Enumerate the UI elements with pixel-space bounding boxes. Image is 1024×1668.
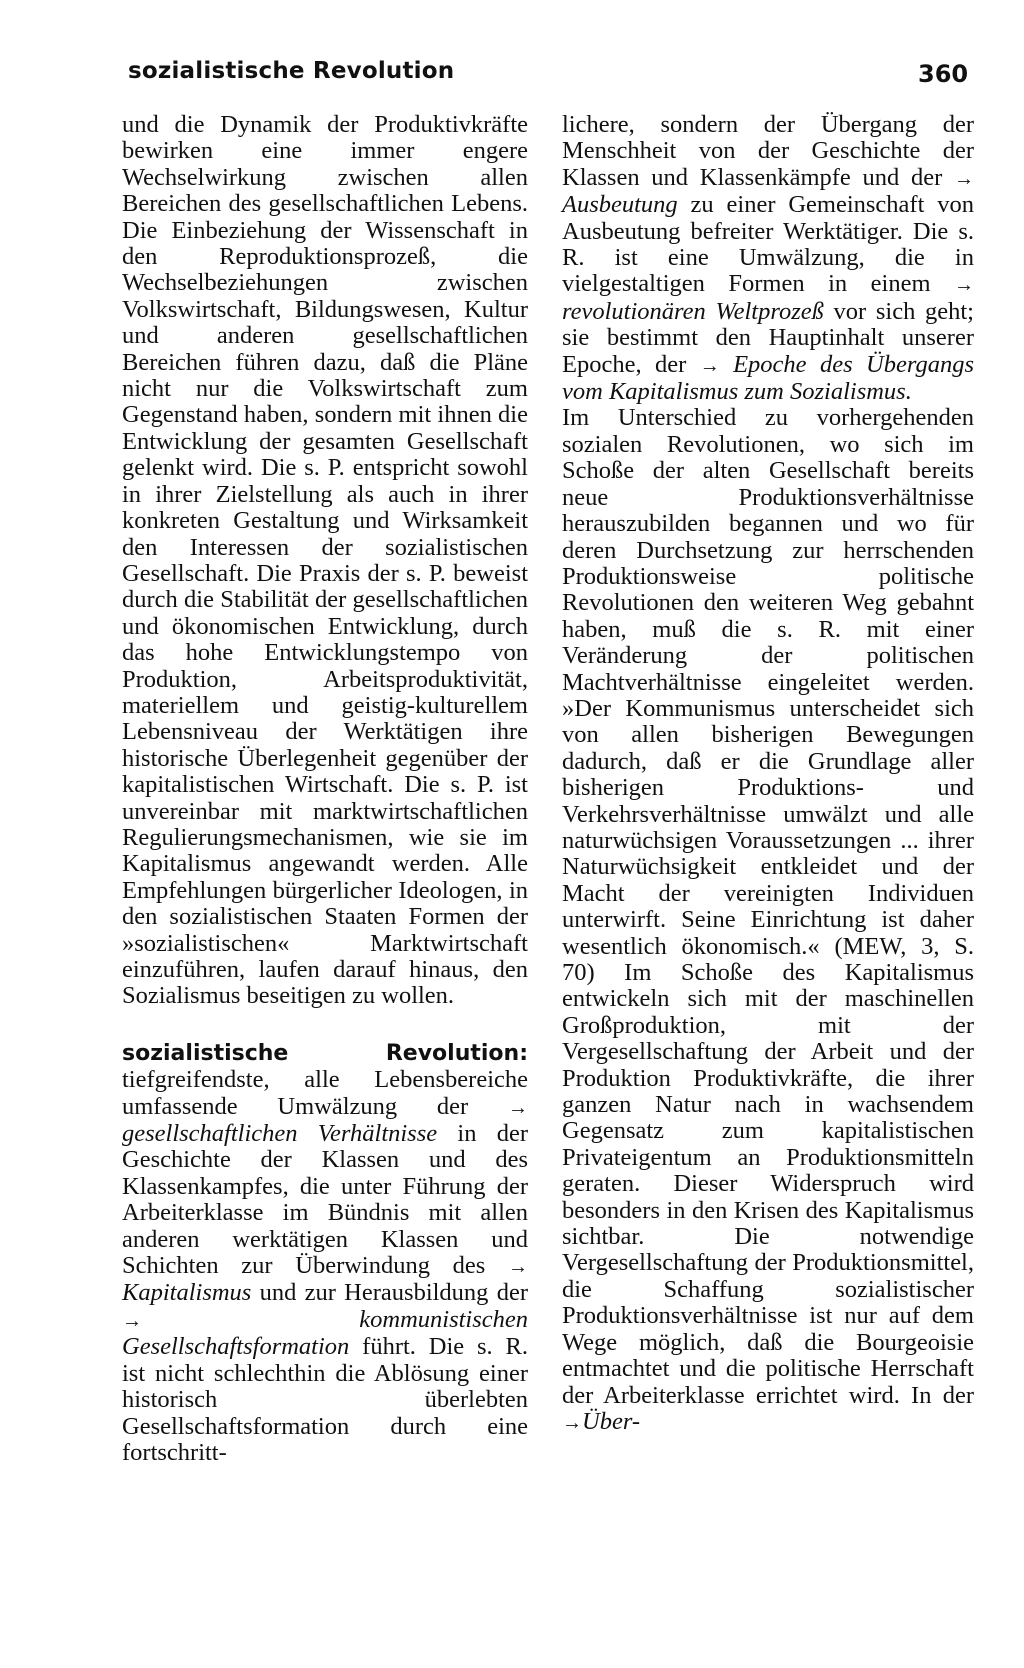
cross-ref-arrow-icon: →	[508, 1096, 528, 1119]
entry-text-3: und zur Herausbildung der	[251, 1279, 528, 1307]
entry-text-1: tiefgreifendste, alle Lebensbereiche umfassende Umwälzung der	[122, 1066, 528, 1120]
cross-ref-arrow-icon: →	[122, 1309, 142, 1332]
left-column	[122, 112, 528, 1466]
cross-reference-link[interactable]: kommunistischen Gesellschaftsformation	[122, 1305, 528, 1361]
cross-reference-link[interactable]: revolutionären Weltprozeß	[562, 297, 824, 325]
entry-text-4: führt. Die s. R. ist nicht schlechthin die Ablösung einer historisch überlebten Gesellschaftsformation durch eine fortschritt-	[122, 1333, 528, 1466]
page-number: 360	[918, 60, 969, 88]
cross-reference-link[interactable]: Ausbeutung	[562, 191, 678, 219]
entry-text-b1: Im Unterschied zu vorhergehenden sozialen Revolutionen, wo sich im Schoße der alten Gesellschaft bereits neue Produktionsverhältnisse herauszubilden begannen und wo für deren Durchsetzung zur herrschenden Produktionsweise politische Revolutionen den weiteren Weg gebahnt haben, muß die s. R. mit einer Veränderung der politischen Machtverhältnisse eingeleitet werden. »Der Kommunismus unterscheidet sich von allen bisherigen Bewegungen dadurch, daß er die Grundlage aller bisherigen Produktions- und Verkehrsverhältnisse umwälzt und alle naturwüchsigen Voraussetzungen ... ihrer Naturwüchsigkeit entkleidet und der Macht der vereinigten Individuen unterwirft. Seine Einrichtung ist daher wesentlich ökonomisch.« (MEW, 3, S. 70) Im Schoße des Kapitalismus entwickeln sich mit der maschinellen Großproduktion, mit der Vergesellschaftung der Arbeit und der Produktion Produktivkräfte, die ihrer ganzen Natur nach in wachsendem Gegensatz zum kapitalistischen Privateigentum an Produktionsmitteln geraten. Dieser Widerspruch wird besonders in den Krisen des Kapitalismus sichtbar. Die notwendige Vergesellschaftung der Produktionsmittel, die Schaffung sozialistischer Produktionsverhältnisse ist nur auf dem Wege möglich, daß die Bourgeoisie entmachtet und die politische Herrschaft der Arbeiterklasse errichtet wird. In der	[562, 404, 974, 1409]
entry-text-a1: lichere, sondern der Übergang der Menschheit von der Geschichte der Klassen und Klassenkämpfe und der	[562, 111, 974, 191]
entry-text-2: in der Geschichte der Klassen und des Klassenkampfes, die unter Führung der Arbeiterklasse im Bündnis mit allen anderen werktätigen Klassen und Schichten zur Überwindung des	[122, 1120, 528, 1280]
cross-reference-link[interactable]: Kapitalismus	[122, 1279, 252, 1307]
entry-text-a2: zu einer Gemeinschaft von Ausbeutung befreiter Werktätiger. Die s. R. ist eine Umwälzung, die in vielgestaltigen Formen in einem	[562, 191, 974, 298]
cross-reference-link[interactable]: Über-	[582, 1407, 641, 1435]
cross-ref-arrow-icon: →	[562, 1411, 582, 1434]
entry-paragraph	[122, 1040, 528, 1467]
entry-term: sozialistische Revolution:	[122, 1040, 528, 1066]
cross-ref-arrow-icon: →	[954, 274, 974, 297]
cross-reference-link[interactable]: Epoche des Übergangs vom Kapitalismus zum Sozialismus.	[562, 350, 974, 406]
entry-paragraph-second	[562, 405, 974, 1436]
cross-ref-arrow-icon: →	[954, 167, 974, 190]
right-column	[562, 112, 974, 1436]
cross-ref-arrow-icon: →	[508, 1256, 528, 1279]
entry-text-a3: vor sich geht; sie bestimmt den Hauptinhalt unserer Epoche, der	[562, 297, 974, 378]
cross-reference-link[interactable]: gesellschaftlichen Verhältnisse	[122, 1120, 438, 1148]
continued-paragraph: und die Dynamik der Produktivkräfte bewirken eine immer engere Wechselwirkung zwischen allen Bereichen des gesellschaftlichen Lebens. Die Einbeziehung der Wissenschaft in den Reproduktionsprozeß, die Wechselbeziehungen zwischen Volkswirtschaft, Bildungswesen, Kultur und anderen gesellschaftlichen Bereichen führen dazu, daß die Pläne nicht nur die Volkswirtschaft zum Gegenstand haben, sondern mit ihnen die Entwicklung der gesamten Gesellschaft gelenkt wird. Die s. P. entspricht sowohl in ihrer Zielstellung als auch in ihrer konkreten Gestaltung und Wirksamkeit den Interessen der sozialistischen Gesellschaft. Die Praxis der s. P. beweist durch die Stabilität der gesellschaftlichen und ökonomischen Entwicklung, durch das hohe Entwicklungstempo von Produktion, Arbeitsproduktivität, materiellem und geistig-kulturellem Lebensniveau der Werktätigen ihre historische Überlegenheit gegenüber der kapitalistischen Wirtschaft. Die s. P. ist unvereinbar mit marktwirtschaftlichen Regulierungsmechanismen, wie sie im Kapitalismus angewandt werden. Alle Empfehlungen bürgerlicher Ideologen, in den sozialistischen Staaten Formen der »sozialistischen« Marktwirtschaft einzuführen, laufen darauf hinaus, den Sozialismus beseitigen zu wollen.	[122, 111, 528, 1010]
entry-paragraph-continued	[562, 112, 974, 405]
cross-ref-arrow-icon: →	[699, 354, 720, 377]
running-head: sozialistische Revolution	[128, 58, 455, 84]
